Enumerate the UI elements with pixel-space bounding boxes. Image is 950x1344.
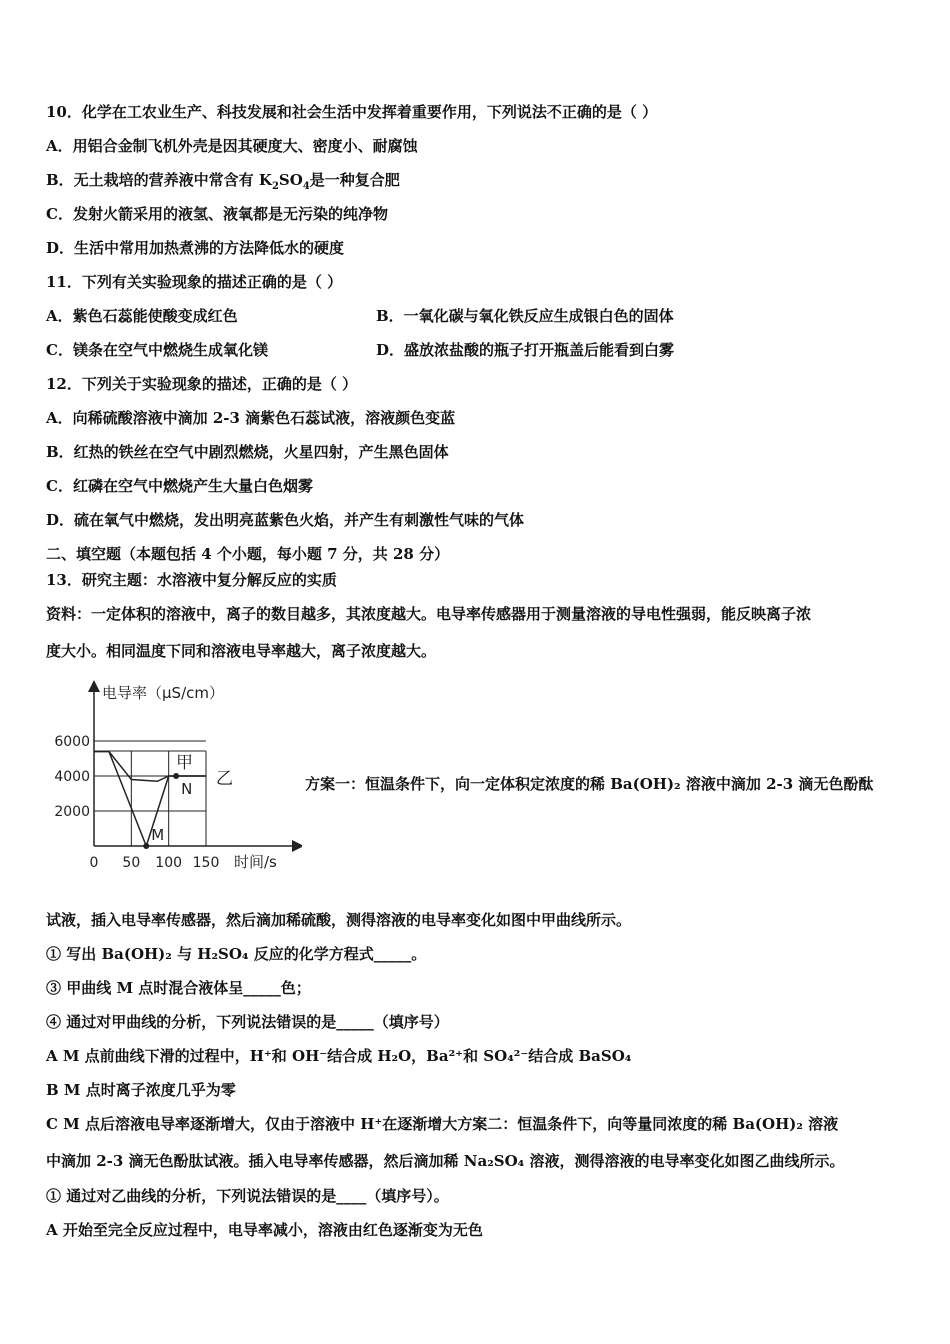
q13-sub4-option-c: C M 点后溶液电导率逐渐增大，仅由于溶液中 H⁺在逐渐增大方案二：恒温条件下，向等量同浓度的稀 Ba(OH)₂ 溶液: [46, 1115, 839, 1133]
x-tick-label: 150: [192, 855, 220, 871]
q13-plan1-continued: 试液，插入电导率传感器，然后滴加稀硫酸，测得溶液的电导率变化如图中甲曲线所示。: [46, 911, 632, 929]
q13-plan1: 方案一：恒温条件下，向一定体积定浓度的稀 Ba(OH)₂ 溶液中滴加 2-3 滴无色酚酞: [305, 775, 874, 793]
q13-sub5: ① 通过对乙曲线的分析，下列说法错误的是____（填序号）。: [46, 1187, 449, 1205]
q10-b-pre: B．无土栽培的营养液中常含有 K: [46, 171, 272, 189]
q13-sub4-option-b: B M 点时离子浓度几乎为零: [46, 1081, 236, 1099]
q12-option-b: B．红热的铁丝在空气中剧烈燃烧，火星四射，产生黑色固体: [46, 443, 449, 461]
q10-option-d: D．生活中常用加热煮沸的方法降低水的硬度: [46, 239, 345, 257]
point-N: [173, 773, 179, 779]
point-label-N: N: [181, 780, 193, 798]
q13-plan2-line: 中滴加 2-3 滴无色酚肽试液。插入电导率传感器，然后滴加稀 Na₂SO₄ 溶液，测得溶液的电导率变化如图乙曲线所示。: [46, 1152, 845, 1170]
q10-option-c: C．发射火箭采用的液氢、液氧都是无污染的纯净物: [46, 205, 388, 223]
q13-info-line2: 度大小。相同温度下同和溶液电导率越大，离子浓度越大。: [46, 642, 437, 660]
q11-option-a: A．紫色石蕊能使酸变成红色: [46, 307, 238, 325]
x-tick-label: 100: [155, 855, 183, 871]
q13-sub3: ③ 甲曲线 M 点时混合液体呈_____色；: [46, 979, 311, 997]
section-heading: 二、填空题（本题包括 4 个小题，每小题 7 分，共 28 分）: [46, 545, 450, 563]
q10-b-sub1: 2: [271, 181, 279, 192]
q10-stem: 10．化学在工农业生产、科技发展和社会生活中发挥着重要作用，下列说法不正确的是（ ）: [46, 103, 658, 121]
q11-option-c: C．镁条在空气中燃烧生成氧化镁: [46, 341, 268, 359]
x-tick-label: 50: [122, 855, 141, 871]
q13-sub5-option-a: A 开始至完全反应过程中，电导率减小，溶液由红色逐渐变为无色: [46, 1221, 483, 1239]
point-label-M: M: [151, 826, 165, 844]
q10-b-mid: SO: [278, 171, 303, 189]
x-tick-label: 0: [89, 855, 99, 871]
q10-option-a: A．用铝合金制飞机外壳是因其硬度大、密度小、耐腐蚀: [46, 137, 418, 155]
q12-option-c: C．红磷在空气中燃烧产生大量白色烟雾: [46, 477, 313, 495]
y-tick-label: 4000: [54, 769, 90, 785]
q10-b-post: 是一种复合肥: [309, 171, 400, 189]
series-label-yi: 乙: [216, 769, 233, 789]
q13-sub1: ① 写出 Ba(OH)₂ 与 H₂SO₄ 反应的化学方程式_____。: [46, 945, 427, 963]
q11-option-b: B．一氧化碳与氧化铁反应生成银白色的固体: [376, 307, 674, 325]
conductivity-chart: [40, 676, 302, 876]
y-tick-label: 6000: [54, 734, 90, 750]
q13-info-line1: 资料：一定体积的溶液中，离子的数目越多，其浓度越大。电导率传感器用于测量溶液的导电性强弱，能反映离子浓: [46, 605, 812, 623]
q13-title: 13．研究主题：水溶液中复分解反应的实质: [46, 571, 337, 589]
q12-stem: 12．下列关于实验现象的描述，正确的是（ ）: [46, 375, 358, 393]
y-tick-label: 2000: [54, 804, 90, 820]
x-axis-label: 时间/s: [234, 853, 277, 871]
q11-option-d: D．盛放浓盐酸的瓶子打开瓶盖后能看到白雾: [376, 341, 675, 359]
q11-stem: 11．下列有关实验现象的描述正确的是（ ）: [46, 273, 343, 291]
q12-option-d: D．硫在氧气中燃烧，发出明亮蓝紫色火焰，并产生有刺激性气味的气体: [46, 511, 525, 529]
q12-option-a: A．向稀硫酸溶液中滴加 2-3 滴紫色石蕊试液，溶液颜色变蓝: [46, 409, 456, 427]
q10-option-b: [46, 170, 400, 197]
q13-sub4: ④ 通过对甲曲线的分析，下列说法错误的是_____（填序号）: [46, 1013, 449, 1031]
y-axis-label: 电导率（μS/cm）: [102, 684, 224, 702]
point-M: [143, 843, 149, 849]
series-label-jia: 甲: [176, 753, 193, 773]
q13-sub4-option-a: A M 点前曲线下滑的过程中，H⁺和 OH⁻结合成 H₂O，Ba²⁺和 SO₄²⁻结合成 BaSO₄: [46, 1047, 632, 1065]
q10-b-sub2: 4: [302, 181, 310, 192]
